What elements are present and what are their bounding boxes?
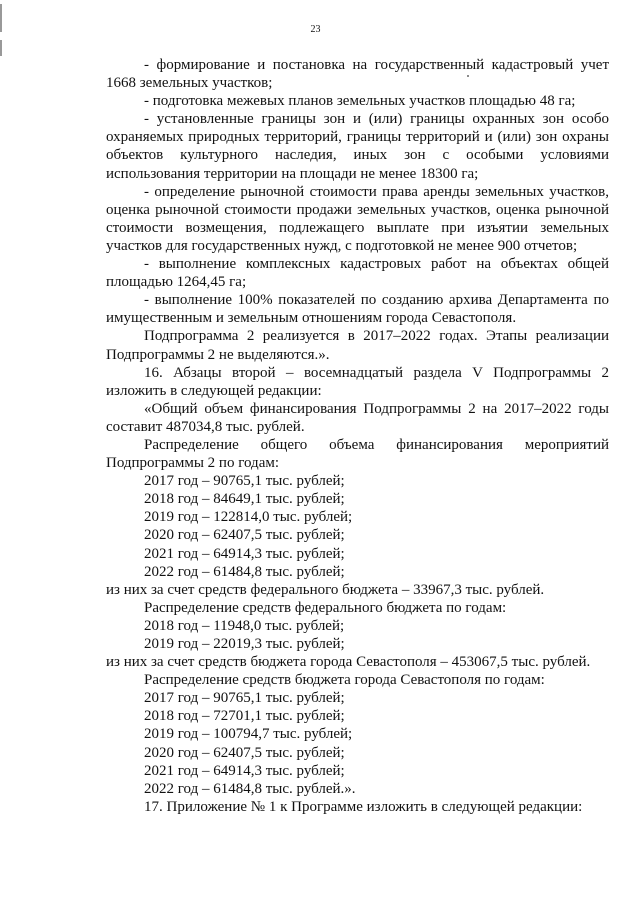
year-line: 2018 год – 84649,1 тыс. рублей; bbox=[144, 491, 345, 508]
paragraph: Распределение общего объема финансирования мероприятий Подпрограммы 2 по годам: bbox=[106, 436, 609, 472]
year-line: 2021 год – 64914,3 тыс. рублей; bbox=[144, 545, 345, 562]
year-line: 2020 год – 62407,5 тыс. рублей; bbox=[144, 744, 345, 761]
paragraph: - установленные границы зон и (или) границы охранных зон особо охраняемых природных территорий, границы территорий и (или) зон охраны объектов культурного наследия, иных зон с особыми условиями использования территории на площади не менее 18300 га; bbox=[106, 111, 609, 182]
year-line: 2018 год – 72701,1 тыс. рублей; bbox=[144, 708, 345, 725]
year-line: 2017 год – 90765,1 тыс. рублей; bbox=[144, 690, 345, 707]
paragraph: 16. Абзацы второй – восемнадцатый раздела V Подпрограммы 2 изложить в следующей редакции: bbox=[106, 364, 609, 399]
paragraph: - подготовка межевых планов земельных участков площадью 48 га; bbox=[144, 93, 576, 110]
year-line: 2017 год – 90765,1 тыс. рублей; bbox=[144, 473, 345, 490]
paragraph: - формирование и постановка на государственный кадастровый учет 1668 земельных участков; bbox=[106, 57, 609, 92]
year-line: 2022 год – 61484,8 тыс. рублей; bbox=[144, 563, 345, 580]
year-line: 2019 год – 100794,7 тыс. рублей; bbox=[144, 726, 353, 743]
paragraph: - выполнение 100% показателей по созданию архива Департамента по имущественным и земельным отношениям города Севастополя. bbox=[106, 292, 609, 327]
paragraph: из них за счет средств бюджета города Севастополя – 453067,5 тыс. рублей. bbox=[106, 654, 591, 671]
paragraph: из них за счет средств федерального бюджета – 33967,3 тыс. рублей. bbox=[106, 581, 545, 598]
year-line: 2020 год – 62407,5 тыс. рублей; bbox=[144, 527, 345, 544]
paragraph: Распределение средств бюджета города Севастополя по годам: bbox=[144, 672, 545, 689]
year-line: 2019 год – 122814,0 тыс. рублей; bbox=[144, 509, 353, 526]
scan-edge-mark bbox=[0, 40, 2, 56]
year-line: 2021 год – 64914,3 тыс. рублей; bbox=[144, 762, 345, 779]
paragraph: 17. Приложение № 1 к Программе изложить в следующей редакции: bbox=[144, 798, 583, 815]
paragraph: - выполнение комплексных кадастровых работ на объектах общей площадью 1264,45 га; bbox=[106, 256, 609, 291]
page-number: 23 bbox=[310, 24, 321, 35]
year-line: 2019 год – 22019,3 тыс. рублей; bbox=[144, 636, 345, 652]
year-line: 2022 год – 61484,8 тыс. рублей.». bbox=[144, 780, 356, 797]
paragraph: - определение рыночной стоимости права аренды земельных участков, оценка рыночной стоимости продажи земельных участков, оценка рыночной стоимости возмещения, подлежащего выплате при изъятии земельных участков для государственных нужд, с подготовкой не менее 900 отчетов; bbox=[106, 183, 609, 254]
document-body bbox=[106, 56, 609, 816]
year-line: 2018 год – 11948,0 тыс. рублей; bbox=[144, 617, 345, 634]
paragraph: Распределение средств федерального бюджета по годам: bbox=[144, 599, 507, 616]
paragraph: Подпрограмма 2 реализуется в 2017–2022 годах. Этапы реализации Подпрограммы 2 не выделяются.». bbox=[106, 328, 609, 363]
paragraph: «Общий объем финансирования Подпрограммы 2 на 2017–2022 годы составит 487034,8 тыс. рублей. bbox=[106, 400, 609, 435]
